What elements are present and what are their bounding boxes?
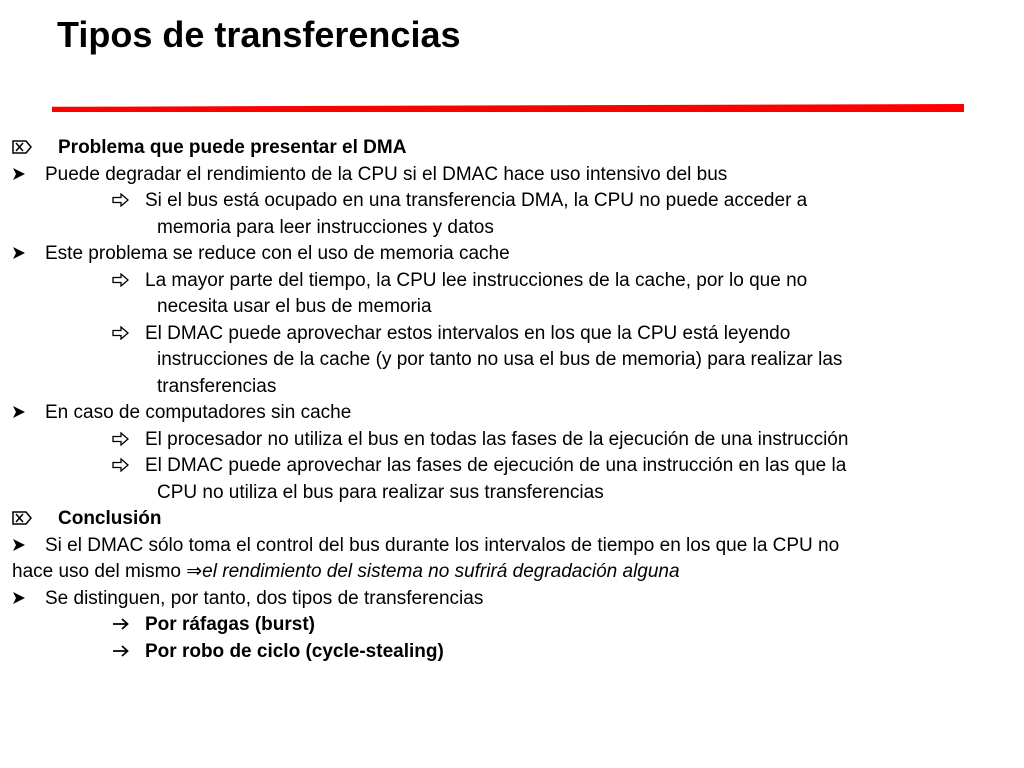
sub-bullet-text: La mayor parte del tiempo, la CPU lee instrucciones de la cache, por lo que no [145, 269, 808, 291]
sub-bullet-item [12, 612, 1012, 639]
bullet-continuation [12, 559, 1012, 586]
slide-body [12, 135, 1012, 665]
sub-bullet-text: memoria para leer instrucciones y datos [157, 216, 494, 238]
arrow-right-icon [112, 612, 145, 639]
arrow-right-icon [112, 639, 145, 666]
sub-bullet-continuation [12, 215, 1012, 242]
sub-bullet-continuation [12, 374, 1012, 401]
hollow-arrow-icon [112, 188, 145, 215]
transfer-type-cycle-stealing: Por robo de ciclo (cycle-stealing) [145, 640, 444, 662]
triangle-bullet-icon [12, 241, 45, 268]
sub-bullet-continuation [12, 294, 1012, 321]
sub-bullet-item [12, 188, 1012, 215]
hollow-arrow-icon [112, 453, 145, 480]
bullet-text: Este problema se reduce con el uso de memoria cache [45, 243, 510, 264]
triangle-bullet-icon [12, 162, 45, 189]
triangle-bullet-icon [12, 400, 45, 427]
hollow-arrow-icon [112, 321, 145, 348]
bullet-item [12, 533, 1012, 560]
triangle-bullet-icon [12, 533, 45, 560]
sub-bullet-continuation [12, 347, 1012, 374]
red-divider-line [52, 104, 964, 112]
sub-bullet-text: El procesador no utiliza el bus en todas las fases de la ejecución de una instrucción [145, 428, 849, 450]
sub-bullet-text: El DMAC puede aprovechar estos intervalos en los que la CPU está leyendo [145, 322, 791, 344]
sub-bullet-text: instrucciones de la cache (y por tanto no usa el bus de memoria) para realizar las [157, 349, 843, 370]
triangle-bullet-icon [12, 586, 45, 613]
sub-bullet-text: necesita usar el bus de memoria [157, 296, 432, 317]
sub-bullet-item [12, 268, 1012, 295]
hollow-arrow-icon [112, 268, 145, 295]
conclusion-italic-text: el rendimiento del sistema no sufrirá degradación alguna [202, 561, 680, 582]
sub-bullet-continuation [12, 480, 1012, 507]
bullet-text: Se distinguen, por tanto, dos tipos de transferencias [45, 587, 484, 609]
implies-symbol: ⇒ [186, 561, 203, 582]
heading-text: Conclusión [58, 508, 162, 529]
sub-bullet-item [12, 427, 1012, 454]
sub-bullet-item [12, 639, 1012, 666]
bullet-text: En caso de computadores sin cache [45, 402, 352, 423]
heading-problema [12, 135, 1012, 162]
bullet-text: hace uso del mismo [12, 561, 187, 582]
slide-title: Tipos de transferencias [57, 14, 461, 55]
sub-bullet-text: CPU no utiliza el bus para realizar sus transferencias [157, 481, 604, 503]
bullet-item [12, 400, 1012, 427]
heading-text: Problema que puede presentar el DMA [58, 137, 407, 158]
sub-bullet-text: El DMAC puede aprovechar las fases de ejecución de una instrucción en las que la [145, 455, 847, 476]
transfer-type-burst: Por ráfagas (burst) [145, 614, 315, 635]
hollow-arrow-icon [112, 427, 145, 454]
x-box-icon [12, 140, 45, 154]
sub-bullet-item [12, 453, 1012, 480]
sub-bullet-text: transferencias [157, 375, 277, 397]
sub-bullet-text: Si el bus está ocupado en una transferencia DMA, la CPU no puede acceder a [145, 190, 808, 211]
bullet-item [12, 241, 1012, 268]
bullet-item [12, 586, 1012, 613]
sub-bullet-item [12, 321, 1012, 348]
bullet-item [12, 162, 1012, 189]
heading-conclusion [12, 506, 1012, 533]
bullet-text: Puede degradar el rendimiento de la CPU si el DMAC hace uso intensivo del bus [45, 163, 728, 185]
x-box-icon [12, 511, 45, 525]
bullet-text: Si el DMAC sólo toma el control del bus durante los intervalos de tiempo en los que la CPU no [45, 534, 840, 556]
